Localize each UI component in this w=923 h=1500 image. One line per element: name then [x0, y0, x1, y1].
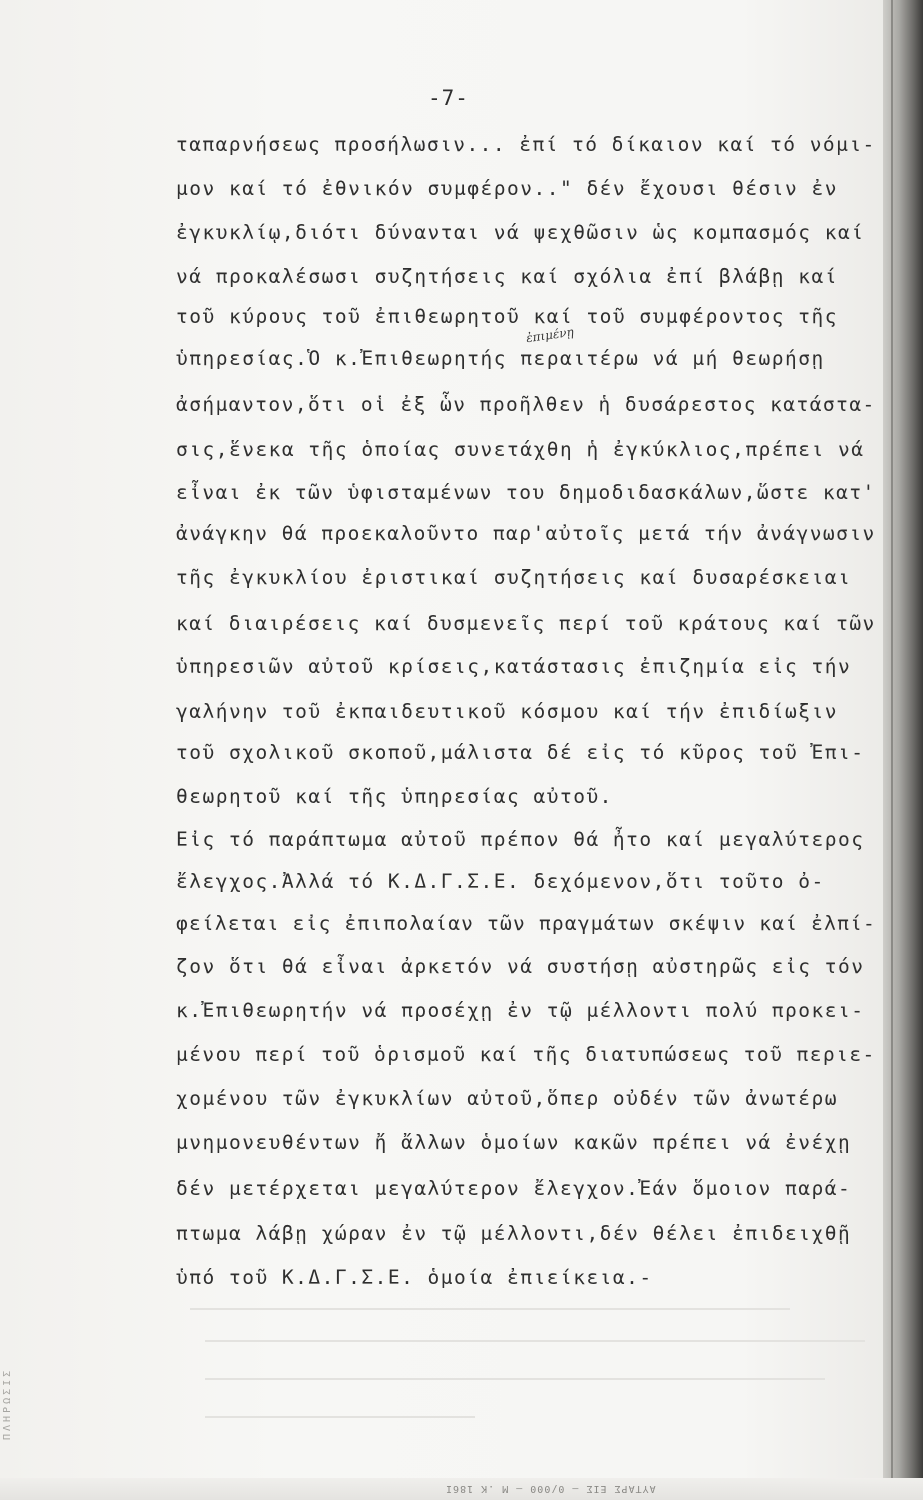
bleed-through-trace	[190, 1308, 790, 1310]
text-line: θεωρητοῦ καί τῆς ὑπηρεσίας αὐτοῦ.	[176, 785, 613, 808]
binding-fold-line	[891, 0, 893, 1500]
binding-edge	[883, 0, 923, 1500]
footer-imprint: ΑΥΤΑΡΣ ΕΙΣ — 0/000 — Μ .Κ 186Ι	[445, 1483, 656, 1494]
bleed-through-trace	[205, 1416, 475, 1418]
text-line: δέν μετέρχεται μεγαλύτερον ἔλεγχον.Ἐάν ὅμοιον παρά-	[176, 1177, 852, 1200]
text-line: Εἰς τό παράπτωμα αὐτοῦ πρέπον θά ἦτο καί μεγαλύτερος	[176, 828, 865, 851]
handwritten-annotation: ἐπιμένῃ	[525, 324, 575, 346]
text-line: νά προκαλέσωσι συζητήσεις καί σχόλια ἐπί βλάβῃ καί	[176, 265, 838, 288]
text-line: ἐγκυκλίῳ,διότι δύνανται νά ψεχθῶσιν ὡς κομπασμός καί	[176, 221, 865, 244]
page-number: -7-	[428, 86, 469, 110]
text-line: εἶναι ἐκ τῶν ὑφισταμένων του δημοδιδασκάλων,ὥστε κατ'	[176, 481, 876, 504]
text-line: ἀσήμαντον,ὅτι οἱ ἐξ ὧν προῆλθεν ἡ δυσάρεστος κατάστα-	[176, 393, 876, 416]
text-line: καί διαιρέσεις καί δυσμενεῖς περί τοῦ κράτους καί τῶν	[176, 612, 876, 635]
text-line: τοῦ κύρους τοῦ ἐπιθεωρητοῦ καί τοῦ συμφέροντος τῆς	[176, 305, 838, 328]
text-line: ὑπηρεσίας.Ὁ κ.Ἐπιθεωρητής περαιτέρω νά μή θεωρήσῃ	[176, 347, 825, 370]
text-line: μνημονευθέντων ἤ ἄλλων ὁμοίων κακῶν πρέπει νά ἐνέχῃ	[176, 1131, 852, 1154]
text-line: ζον ὅτι θά εἶναι ἀρκετόν νά συστήσῃ αὐστηρῶς εἰς τόν	[176, 955, 865, 978]
text-line: μένου περί τοῦ ὁρισμοῦ καί τῆς διατυπώσεως τοῦ περιε-	[176, 1043, 876, 1066]
text-line: τοῦ σχολικοῦ σκοποῦ,μάλιστα δέ εἰς τό κῦρος τοῦ Ἐπι-	[176, 741, 865, 764]
text-line: τῆς ἐγκυκλίου ἐριστικαί συζητήσεις καί δυσαρέσκειαι	[176, 566, 852, 589]
text-line: ταπαρνήσεως προσήλωσιν... ἐπί τό δίκαιον καί τό νόμι-	[176, 133, 876, 156]
bleed-through-trace	[205, 1378, 825, 1380]
margin-perforation-mark: ΠΛΗΡΩΣΙΣ	[2, 1367, 13, 1440]
text-line: γαλήνην τοῦ ἐκπαιδευτικοῦ κόσμου καί τήν ἐπιδίωξιν	[176, 700, 838, 723]
text-line: κ.Ἐπιθεωρητήν νά προσέχῃ ἐν τῷ μέλλοντι πολύ προκει-	[176, 999, 865, 1022]
bleed-through-trace	[205, 1340, 865, 1342]
text-line: φείλεται εἰς ἐπιπολαίαν τῶν πραγμάτων σκέψιν καί ἐλπί-	[176, 912, 876, 935]
text-line: χομένου τῶν ἐγκυκλίων αὐτοῦ,ὅπερ οὐδέν τῶν ἀνωτέρω	[176, 1087, 838, 1110]
text-line: πτωμα λάβῃ χώραν ἐν τῷ μέλλοντι,δέν θέλει ἐπιδειχθῇ	[176, 1222, 852, 1245]
text-line: ἔλεγχος.Ἀλλά τό Κ.Δ.Γ.Σ.Ε. δεχόμενον,ὅτι τοῦτο ὀ-	[176, 870, 825, 893]
text-line: μον καί τό ἐθνικόν συμφέρον.." δέν ἔχουσι θέσιν ἐν	[176, 177, 838, 200]
text-line: σις,ἕνεκα τῆς ὁποίας συνετάχθη ἡ ἐγκύκλιος,πρέπει νά	[176, 438, 865, 461]
text-line: ἀνάγκην θά προεκαλοῦντο παρ'αὐτοῖς μετά τήν ἀνάγνωσιν	[176, 522, 876, 545]
text-line: ὑπό τοῦ Κ.Δ.Γ.Σ.Ε. ὁμοία ἐπιείκεια.-	[176, 1266, 653, 1289]
text-line: ὑπηρεσιῶν αὐτοῦ κρίσεις,κατάστασις ἐπιζημία εἰς τήν	[176, 655, 852, 678]
